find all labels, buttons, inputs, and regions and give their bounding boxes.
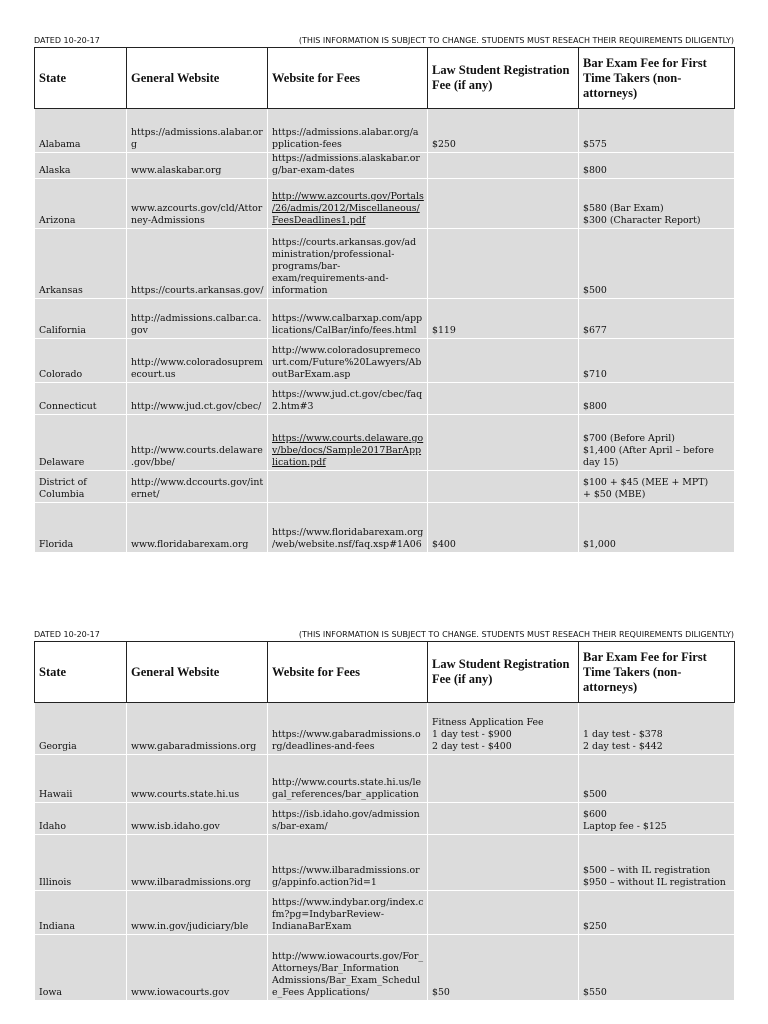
state-cell: Idaho [35, 803, 127, 835]
fees-website-cell[interactable]: http://www.iowacourts.gov/For_Attorneys/Bar_Information Admissions/Bar_Exam_Schedule_Fees Applications/ [268, 935, 428, 1001]
fees-website-cell[interactable]: https://www.gabaradmissions.org/deadlines-and-fees [268, 703, 428, 755]
general-website-cell[interactable]: www.alaskabar.org [127, 153, 268, 179]
registration-fee-cell [428, 471, 579, 503]
fees-website-cell[interactable]: https://isb.idaho.gov/admissions/bar-exam/ [268, 803, 428, 835]
page-header [34, 36, 734, 47]
table-row [35, 339, 735, 383]
table-row [35, 153, 735, 179]
bar-exam-fee-cell: $580 (Bar Exam) $300 (Character Report) [579, 179, 735, 229]
bar-exam-fee-cell: $700 (Before April) $1,400 (After April – before day 15) [579, 415, 735, 471]
registration-fee-cell [428, 229, 579, 299]
col-header-state: State [35, 642, 127, 703]
state-cell: California [35, 299, 127, 339]
general-website-cell[interactable]: www.floridabarexam.org [127, 503, 268, 553]
fees-website-cell[interactable]: http://www.courts.state.hi.us/legal_references/bar_application [268, 755, 428, 803]
document-page-2 [34, 630, 734, 1001]
table-row [35, 415, 735, 471]
bar-exam-fee-cell: $600 Laptop fee - $125 [579, 803, 735, 835]
registration-fee-cell [428, 803, 579, 835]
state-cell: Colorado [35, 339, 127, 383]
state-cell: Alabama [35, 109, 127, 153]
general-website-cell[interactable]: www.ilbaradmissions.org [127, 835, 268, 891]
fees-website-cell[interactable]: https://www.jud.ct.gov/cbec/faq2.htm#3 [268, 383, 428, 415]
col-header-bar-exam-fee: Bar Exam Fee for First Time Takers (non-attorneys) [579, 48, 735, 109]
col-header-general-website: General Website [127, 48, 268, 109]
general-website-cell[interactable]: www.courts.state.hi.us [127, 755, 268, 803]
table-row [35, 891, 735, 935]
bar-exam-fee-cell: $500 – with IL registration $950 – without IL registration [579, 835, 735, 891]
table-row [35, 299, 735, 339]
bar-fees-table [34, 47, 735, 553]
table-row [35, 503, 735, 553]
fees-website-cell[interactable]: http://www.coloradosupremecourt.com/Future%20Lawyers/AboutBarExam.asp [268, 339, 428, 383]
general-website-cell[interactable]: https://courts.arkansas.gov/ [127, 229, 268, 299]
bar-exam-fee-cell: $677 [579, 299, 735, 339]
fees-website-cell [268, 471, 428, 503]
dated-label: DATED 10-20-17 [34, 630, 100, 639]
fees-website-cell[interactable]: https://www.floridabarexam.org/web/website.nsf/faq.xsp#1A06 [268, 503, 428, 553]
state-cell: Georgia [35, 703, 127, 755]
dated-label: DATED 10-20-17 [34, 36, 100, 45]
fees-website-cell[interactable]: https://www.ilbaradmissions.org/appinfo.action?id=1 [268, 835, 428, 891]
registration-fee-cell [428, 835, 579, 891]
state-cell: Delaware [35, 415, 127, 471]
registration-fee-cell: $400 [428, 503, 579, 553]
bar-exam-fee-cell: $1,000 [579, 503, 735, 553]
registration-fee-cell: Fitness Application Fee 1 day test - $900 2 day test - $400 [428, 703, 579, 755]
header-row [35, 642, 735, 703]
table-row [35, 229, 735, 299]
state-cell: Florida [35, 503, 127, 553]
state-cell: Arkansas [35, 229, 127, 299]
bar-fees-table [34, 641, 735, 1001]
registration-fee-cell: $250 [428, 109, 579, 153]
fees-website-cell[interactable]: http://www.azcourts.gov/Portals/26/admis/2012/Miscellaneous/FeesDeadlines1.pdf [268, 179, 428, 229]
table-row [35, 471, 735, 503]
bar-exam-fee-cell: $500 [579, 229, 735, 299]
fees-website-cell[interactable]: https://courts.arkansas.gov/administration/professional-programs/bar-exam/requirements-and-information [268, 229, 428, 299]
bar-exam-fee-cell: $250 [579, 891, 735, 935]
col-header-bar-exam-fee: Bar Exam Fee for First Time Takers (non-attorneys) [579, 642, 735, 703]
general-website-cell[interactable]: www.gabaradmissions.org [127, 703, 268, 755]
fees-website-cell[interactable]: https://www.indybar.org/index.cfm?pg=IndybarReview-IndianaBarExam [268, 891, 428, 935]
registration-fee-cell: $50 [428, 935, 579, 1001]
col-header-general-website: General Website [127, 642, 268, 703]
col-header-registration-fee: Law Student Registration Fee (if any) [428, 48, 579, 109]
bar-exam-fee-cell: $575 [579, 109, 735, 153]
fees-website-cell[interactable]: https://www.courts.delaware.gov/bbe/docs/Sample2017BarApplication.pdf [268, 415, 428, 471]
notice-text: (THIS INFORMATION IS SUBJECT TO CHANGE. STUDENTS MUST RESEACH THEIR REQUIREMENTS DILIGENTLY) [298, 36, 734, 45]
registration-fee-cell [428, 153, 579, 179]
general-website-cell[interactable]: www.azcourts.gov/cld/Attorney-Admissions [127, 179, 268, 229]
general-website-cell[interactable]: www.isb.idaho.gov [127, 803, 268, 835]
state-cell: Arizona [35, 179, 127, 229]
page-header [34, 630, 734, 641]
state-cell: Iowa [35, 935, 127, 1001]
fees-website-cell[interactable]: https://admissions.alabar.org/application-fees [268, 109, 428, 153]
registration-fee-cell [428, 755, 579, 803]
bar-exam-fee-cell: $550 [579, 935, 735, 1001]
table-row [35, 755, 735, 803]
general-website-cell[interactable]: http://www.jud.ct.gov/cbec/ [127, 383, 268, 415]
table-row [35, 703, 735, 755]
table-row [35, 935, 735, 1001]
registration-fee-cell [428, 415, 579, 471]
header-row [35, 48, 735, 109]
col-header-fees-website: Website for Fees [268, 642, 428, 703]
general-website-cell[interactable]: www.in.gov/judiciary/ble [127, 891, 268, 935]
table-row [35, 109, 735, 153]
registration-fee-cell [428, 179, 579, 229]
fees-website-cell[interactable]: https://www.calbarxap.com/applications/CalBar/info/fees.html [268, 299, 428, 339]
fees-website-cell[interactable]: https://admissions.alaskabar.org/bar-exam-dates [268, 153, 428, 179]
table-row [35, 835, 735, 891]
registration-fee-cell [428, 339, 579, 383]
bar-exam-fee-cell: $100 + $45 (MEE + MPT) + $50 (MBE) [579, 471, 735, 503]
registration-fee-cell [428, 891, 579, 935]
table-row [35, 803, 735, 835]
general-website-cell[interactable]: http://admissions.calbar.ca.gov [127, 299, 268, 339]
registration-fee-cell: $119 [428, 299, 579, 339]
state-cell: District of Columbia [35, 471, 127, 503]
col-header-state: State [35, 48, 127, 109]
registration-fee-cell [428, 383, 579, 415]
state-cell: Indiana [35, 891, 127, 935]
bar-exam-fee-cell: $500 [579, 755, 735, 803]
state-cell: Connecticut [35, 383, 127, 415]
state-cell: Alaska [35, 153, 127, 179]
document-page-1 [34, 36, 734, 553]
general-website-cell[interactable]: http://www.dccourts.gov/internet/ [127, 471, 268, 503]
general-website-cell[interactable]: http://www.coloradosupremecourt.us [127, 339, 268, 383]
bar-exam-fee-cell: 1 day test - $378 2 day test - $442 [579, 703, 735, 755]
table-row [35, 179, 735, 229]
general-website-cell[interactable]: www.iowacourts.gov [127, 935, 268, 1001]
col-header-registration-fee: Law Student Registration Fee (if any) [428, 642, 579, 703]
notice-text: (THIS INFORMATION IS SUBJECT TO CHANGE. STUDENTS MUST RESEACH THEIR REQUIREMENTS DILIGENTLY) [298, 630, 734, 639]
col-header-fees-website: Website for Fees [268, 48, 428, 109]
table-row [35, 383, 735, 415]
general-website-cell[interactable]: https://admissions.alabar.org [127, 109, 268, 153]
bar-exam-fee-cell: $800 [579, 153, 735, 179]
state-cell: Hawaii [35, 755, 127, 803]
bar-exam-fee-cell: $800 [579, 383, 735, 415]
state-cell: Illinois [35, 835, 127, 891]
general-website-cell[interactable]: http://www.courts.delaware.gov/bbe/ [127, 415, 268, 471]
bar-exam-fee-cell: $710 [579, 339, 735, 383]
